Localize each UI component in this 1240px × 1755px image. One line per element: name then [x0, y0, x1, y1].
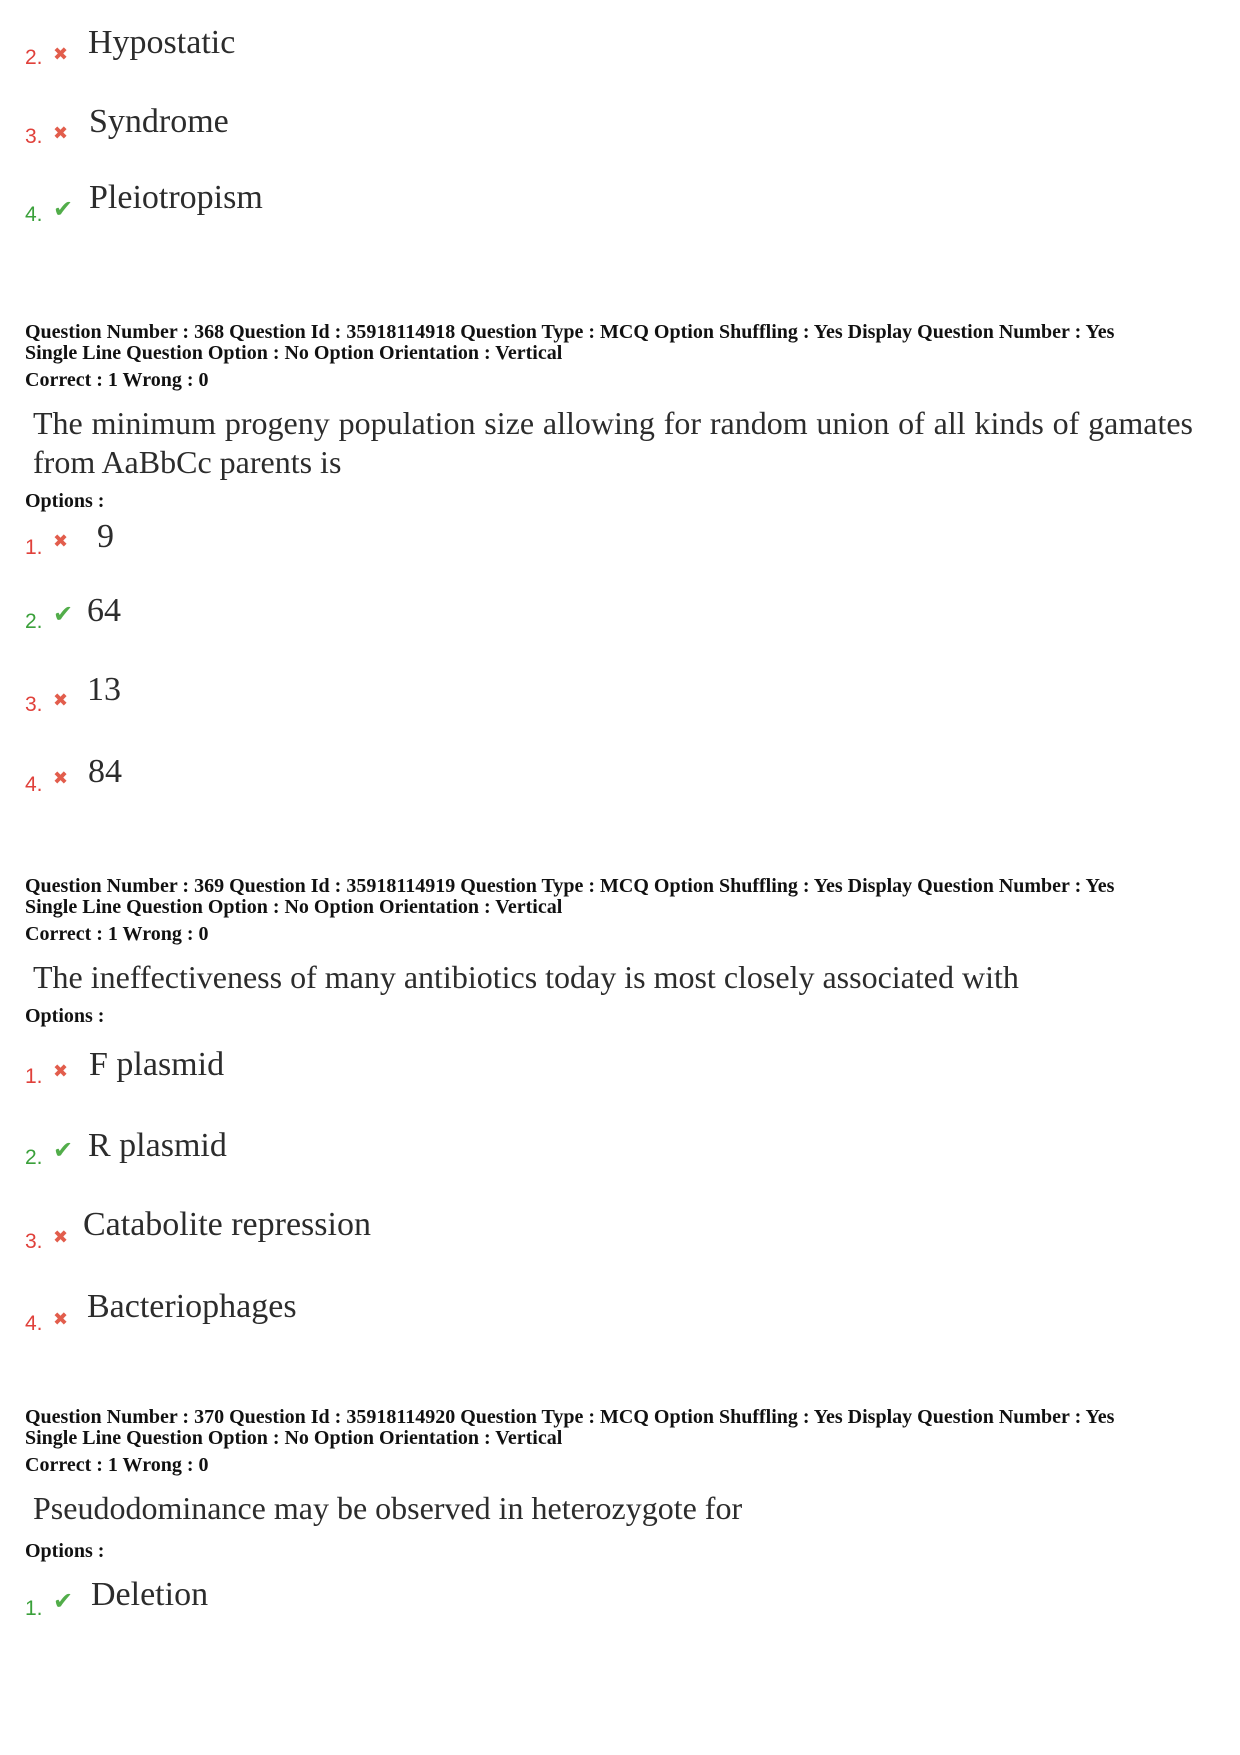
option-text: Deletion — [91, 1576, 209, 1613]
question-meta — [25, 876, 1225, 945]
options-label: Options : — [25, 1005, 105, 1027]
option-number: 4. — [25, 1312, 43, 1335]
check-mark-icon: ✔ — [53, 195, 74, 223]
wrong-mark-icon: ✖ — [53, 531, 69, 552]
option-text: 64 — [87, 592, 121, 629]
question-score-line: Correct : 1 Wrong : 0 — [25, 923, 209, 945]
question-score-line: Correct : 1 Wrong : 0 — [25, 1454, 209, 1476]
question-text: Pseudodominance may be observed in heterozygote for — [33, 1490, 743, 1526]
option-number: 1. — [25, 1597, 43, 1620]
option-text: Pleiotropism — [89, 179, 263, 216]
question-meta-line: Question Number : 369 Question Id : 35918114919 Question Type : MCQ Option Shuffling : Yes Display Question Number : Yes — [25, 875, 1115, 897]
option-text: Bacteriophages — [87, 1288, 297, 1325]
option-item — [25, 1288, 725, 1342]
option-item — [25, 1576, 725, 1630]
option-number: 2. — [25, 610, 43, 633]
option-number: 4. — [25, 203, 43, 226]
question-meta-line: Single Line Question Option : No Option Orientation : Vertical — [25, 1427, 563, 1449]
option-text: 9 — [97, 518, 114, 555]
option-number: 4. — [25, 773, 43, 796]
wrong-mark-icon: ✖ — [53, 123, 69, 144]
check-mark-icon: ✔ — [53, 600, 74, 628]
option-number: 3. — [25, 125, 43, 148]
question-text: The ineffectiveness of many antibiotics today is most closely associated with — [33, 959, 1019, 995]
option-item — [25, 671, 725, 725]
option-text: Hypostatic — [88, 24, 236, 61]
question-meta-line: Single Line Question Option : No Option Orientation : Vertical — [25, 896, 563, 918]
option-number: 2. — [25, 46, 43, 69]
wrong-mark-icon: ✖ — [53, 768, 69, 789]
option-number: 3. — [25, 1230, 43, 1253]
wrong-mark-icon: ✖ — [53, 44, 69, 65]
option-item — [25, 103, 725, 157]
option-number: 3. — [25, 693, 43, 716]
question-text: The minimum progeny population size allowing for random union of all kinds of gamates from AaBbCc parents is — [33, 405, 1193, 480]
option-item — [25, 24, 725, 78]
option-item — [25, 1046, 725, 1100]
option-text: F plasmid — [89, 1046, 225, 1083]
check-mark-icon: ✔ — [53, 1587, 74, 1615]
question-meta-line: Single Line Question Option : No Option Orientation : Vertical — [25, 342, 563, 364]
option-text: 13 — [87, 671, 121, 708]
wrong-mark-icon: ✖ — [53, 1061, 69, 1082]
wrong-mark-icon: ✖ — [53, 690, 69, 711]
option-number: 1. — [25, 536, 43, 559]
options-label: Options : — [25, 1540, 105, 1562]
wrong-mark-icon: ✖ — [53, 1227, 69, 1248]
option-item — [25, 753, 725, 807]
check-mark-icon: ✔ — [53, 1136, 74, 1164]
question-meta — [25, 1407, 1225, 1476]
question-score-line: Correct : 1 Wrong : 0 — [25, 369, 209, 391]
wrong-mark-icon: ✖ — [53, 1309, 69, 1330]
option-item — [25, 1127, 725, 1181]
option-text: Syndrome — [89, 103, 229, 140]
question-meta — [25, 322, 1225, 391]
question-meta-line: Question Number : 368 Question Id : 35918114918 Question Type : MCQ Option Shuffling : Yes Display Question Number : Yes — [25, 321, 1115, 343]
option-item — [25, 592, 725, 646]
option-text: 84 — [88, 753, 122, 790]
option-item — [25, 1206, 725, 1260]
option-number: 1. — [25, 1065, 43, 1088]
option-item — [25, 518, 725, 572]
options-label: Options : — [25, 490, 105, 512]
option-item — [25, 179, 725, 233]
option-text: R plasmid — [88, 1127, 227, 1164]
option-text: Catabolite repression — [83, 1206, 371, 1243]
option-number: 2. — [25, 1146, 43, 1169]
question-meta-line: Question Number : 370 Question Id : 35918114920 Question Type : MCQ Option Shuffling : Yes Display Question Number : Yes — [25, 1406, 1115, 1428]
